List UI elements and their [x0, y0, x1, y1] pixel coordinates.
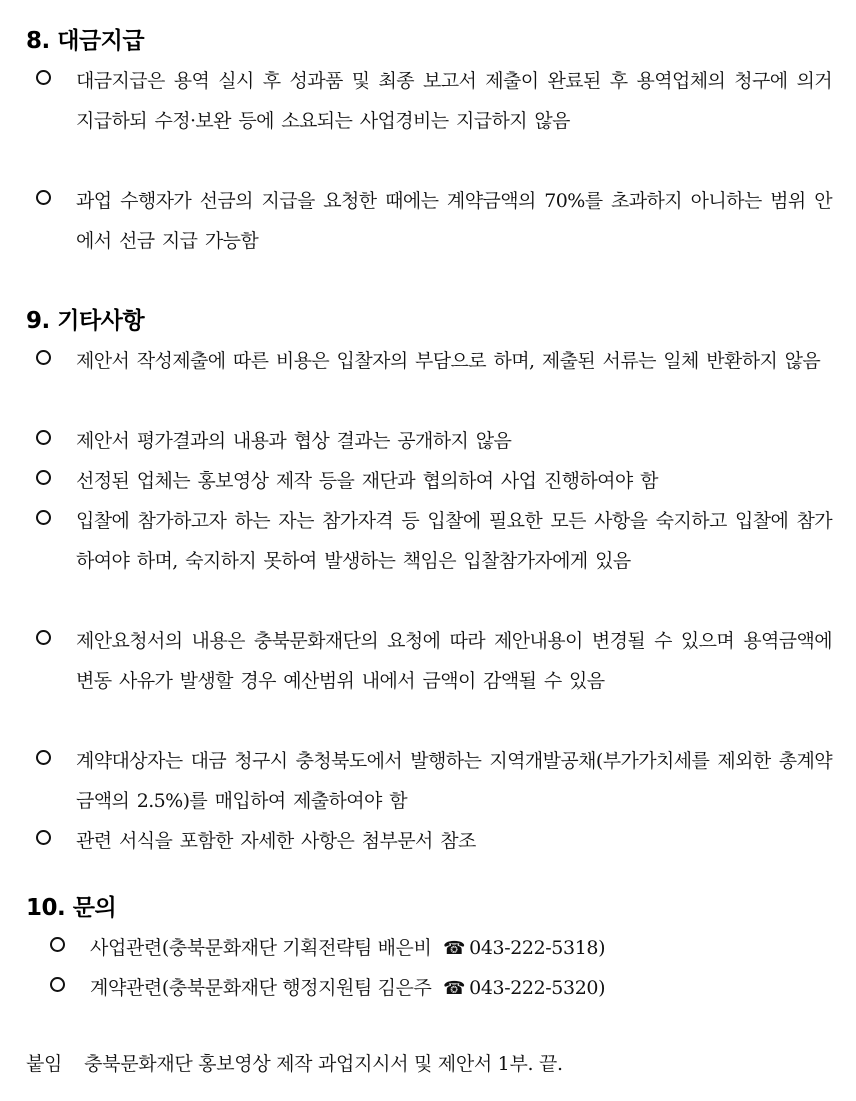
telephone-icon: ☎	[443, 938, 466, 959]
attachment-label: 붙임	[26, 1053, 63, 1075]
list-item	[36, 421, 832, 461]
contact-text	[90, 928, 832, 969]
list-item	[36, 621, 832, 701]
contact-label: 사업관련(충북문화재단 기획전략팀 배은비	[90, 937, 432, 959]
list-item-text: 제안서 평가결과의 내용과 협상 결과는 공개하지 않음	[76, 430, 512, 452]
list-item	[36, 821, 832, 861]
list-item-text: 계약대상자는 대금 청구시 충청북도에서 발행하는 지역개발공채(부가가치세를 제외한 총계약금액의 2.5%)를 매입하여 제출하여야 함	[76, 750, 832, 812]
list-item-text: 관련 서식을 포함한 자세한 사항은 첨부문서 참조	[76, 830, 476, 852]
telephone-icon: ☎	[443, 978, 466, 999]
circle-bullet-icon	[50, 977, 65, 992]
circle-bullet-icon	[36, 830, 51, 845]
attachment-text: 충북문화재단 홍보영상 제작 과업지시서 및 제안서 1부. 끝.	[84, 1053, 563, 1075]
list-item	[36, 181, 832, 261]
section-10-heading: 10. 문의	[26, 895, 117, 921]
contact-label: 계약관련(충북문화재단 행정지원팀 김은주	[90, 977, 432, 999]
attachment-line	[26, 1049, 563, 1079]
circle-bullet-icon	[36, 510, 51, 525]
list-item	[36, 501, 832, 581]
contact-phone: 043-222-5320)	[469, 977, 606, 999]
list-item-text: 과업 수행자가 선금의 지급을 요청한 때에는 계약금액의 70%를 초과하지 아니하는 범위 안에서 선금 지급 가능함	[76, 190, 832, 252]
list-item-text: 제안요청서의 내용은 충북문화재단의 요청에 따라 제안내용이 변경될 수 있으며 용역금액에 변동 사유가 발생할 경우 예산범위 내에서 금액이 감액될 수 있음	[76, 630, 832, 692]
circle-bullet-icon	[36, 430, 51, 445]
list-item	[36, 741, 832, 821]
circle-bullet-icon	[36, 190, 51, 205]
list-item	[36, 341, 832, 381]
circle-bullet-icon	[36, 750, 51, 765]
circle-bullet-icon	[50, 937, 65, 952]
contact-item	[50, 928, 832, 969]
list-item-text: 대금지급은 용역 실시 후 성과품 및 최종 보고서 제출이 완료된 후 용역업체의 청구에 의거 지급하되 수정·보완 등에 소요되는 사업경비는 지급하지 않음	[76, 70, 832, 132]
list-item-text: 선정된 업체는 홍보영상 제작 등을 재단과 협의하여 사업 진행하여야 함	[76, 470, 658, 492]
circle-bullet-icon	[36, 350, 51, 365]
list-item-text: 입찰에 참가하고자 하는 자는 참가자격 등 입찰에 필요한 모든 사항을 숙지하고 입찰에 참가하여야 하며, 숙지하지 못하여 발생하는 책임은 입찰참가자에게 있음	[76, 510, 832, 572]
section-9-heading: 9. 기타사항	[26, 308, 145, 334]
list-item	[36, 61, 832, 141]
circle-bullet-icon	[36, 630, 51, 645]
section-8-heading: 8. 대금지급	[26, 28, 145, 54]
circle-bullet-icon	[36, 70, 51, 85]
list-item-text: 제안서 작성제출에 따른 비용은 입찰자의 부담으로 하며, 제출된 서류는 일체 반환하지 않음	[76, 350, 821, 372]
circle-bullet-icon	[36, 470, 51, 485]
contact-phone: 043-222-5318)	[469, 937, 606, 959]
contact-item	[50, 968, 832, 1009]
list-item	[36, 461, 832, 501]
contact-text	[90, 968, 832, 1009]
